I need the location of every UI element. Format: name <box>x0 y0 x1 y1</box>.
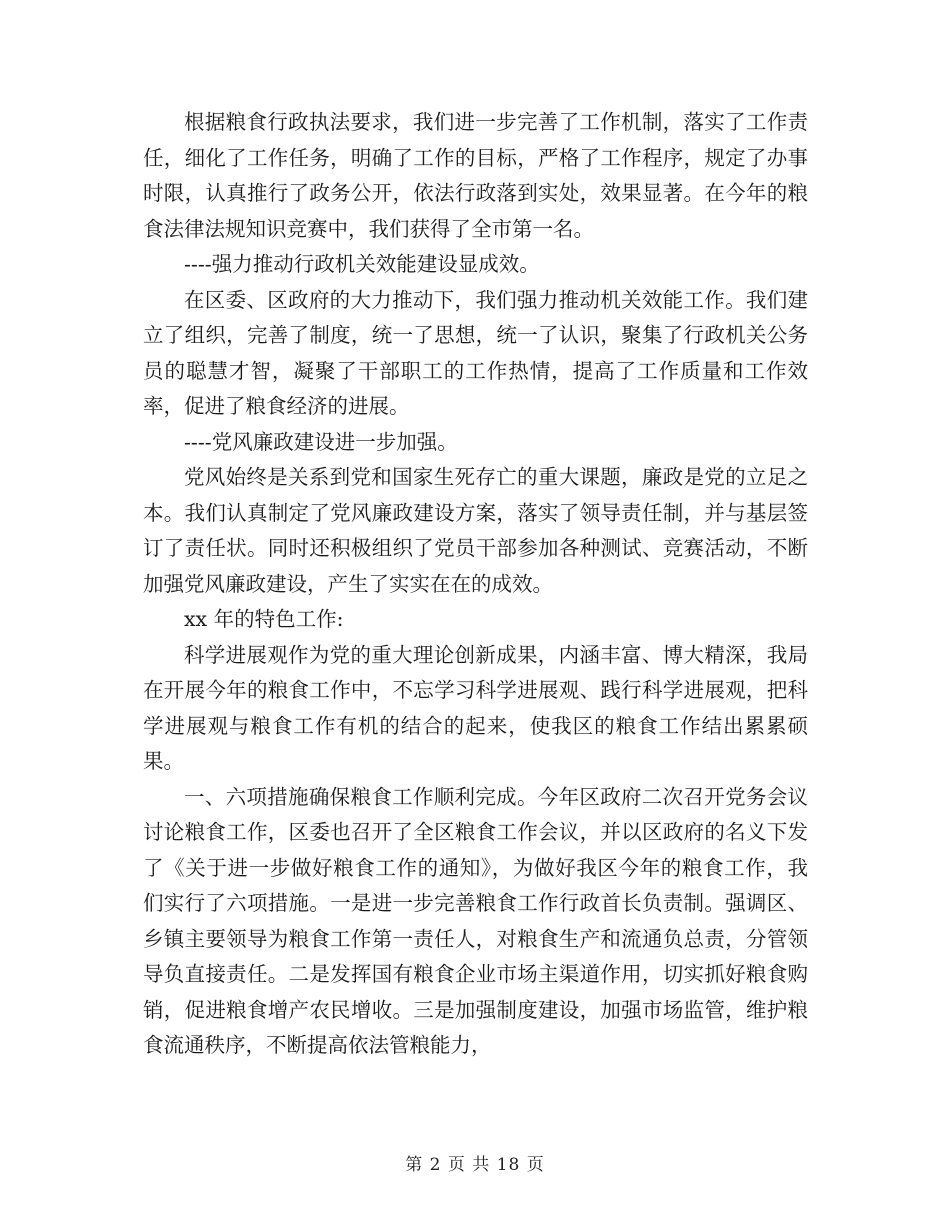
page-number-footer: 第 2 页 共 18 页 <box>405 1155 545 1175</box>
paragraph-efficiency-building: 在区委、区政府的大力推动下，我们强力推动机关效能工作。我们建立了组织，完善了制度，统一了思想，统一了认识，聚集了行政机关公务员的聪慧才智，凝聚了干部职工的工作热情，提高了工作质量和工作效率，促进了粮食经济的进展。 <box>143 287 808 418</box>
heading-efficiency-building: ----强力推动行政机关效能建设显成效。 <box>184 252 540 276</box>
heading-special-work: xx 年的特色工作: <box>184 607 344 631</box>
document-body <box>143 105 808 1064</box>
heading-party-integrity: ----党风廉政建设进一步加强。 <box>184 429 458 454</box>
paragraph-party-integrity: 党风始终是关系到党和国家生死存亡的重大课题，廉政是党的立足之本。我们认真制定了党风廉政建设方案，落实了领导责任制，并与基层签订了责任状。同时还积极组织了党员干部参加各种测试、竞赛活动，不断加强党风廉政建设，产生了实实在在的成效。 <box>143 465 808 596</box>
paragraph-six-measures: 一、六项措施确保粮食工作顺利完成。今年区政府二次召开党务会议讨论粮食工作，区委也召开了全区粮食工作会议，并以区政府的名义下发了《关于进一步做好粮食工作的通知》，为做好我区今年的粮食工作，我们实行了六项措施。一是进一步完善粮食工作行政首长负责制。强调区、乡镇主要领导为粮食工作第一责任人，对粮食生产和流通负总责，分管领导负直接责任。二是发挥国有粮食企业市场主渠道作用，切实抓好粮食购销，促进粮食增产农民增收。三是加强制度建设，加强市场监管，维护粮食流通秩序，不断提高依法管粮能力， <box>143 784 808 1057</box>
paragraph-scientific-outlook: 科学进展观作为党的重大理论创新成果，内涵丰富、博大精深，我局在开展今年的粮食工作中，不忘学习科学进展观、践行科学进展观，把科学进展观与粮食工作有机的结合的起来，使我区的粮食工作结出累累硕果。 <box>143 642 808 773</box>
paragraph-law-enforcement: 根据粮食行政执法要求，我们进一步完善了工作机制，落实了工作责任，细化了工作任务，明确了工作的目标，严格了工作程序，规定了办事时限，认真推行了政务公开，依法行政落到实处，效果显著。在今年的粮食法律法规知识竞赛中，我们获得了全市第一名。 <box>143 110 808 241</box>
